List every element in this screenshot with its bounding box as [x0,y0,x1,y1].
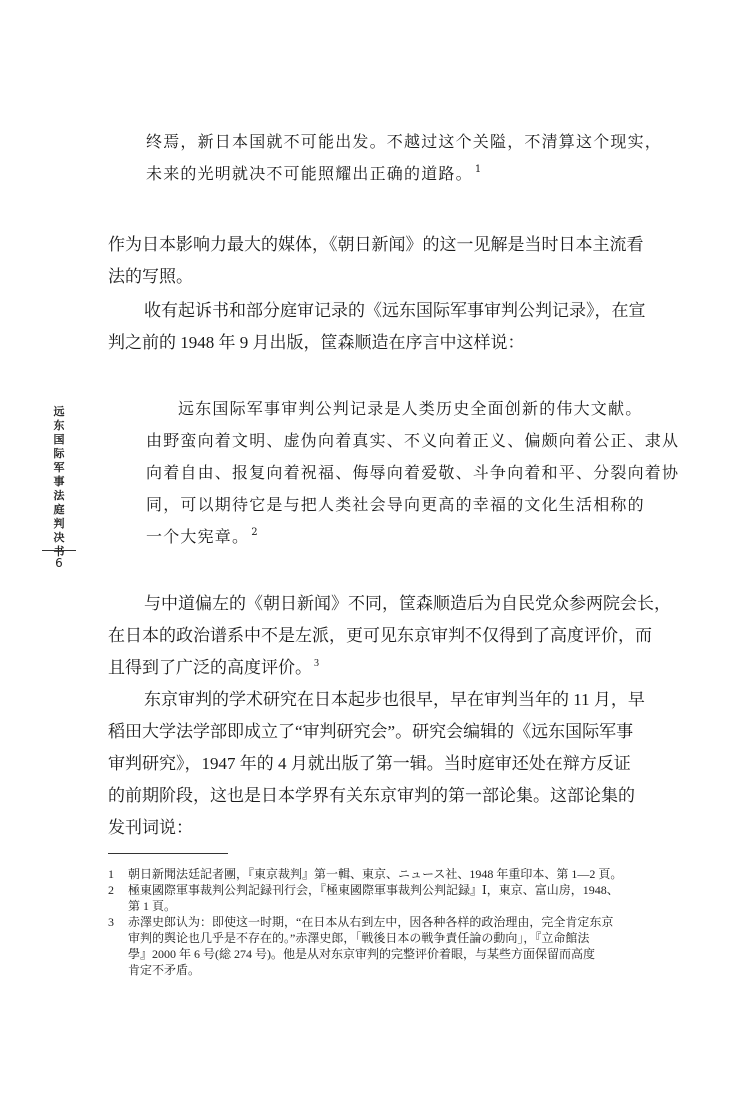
footnote-text: 审判的舆论也几乎是不存在的。”赤澤史郎，「戦後日本の戦争責任論の動向」，『立命館法 [128,931,590,945]
title-char: 决 [53,531,65,544]
footnote-text: 學』2000 年 6 号(総 274 号)。他是从对东京审判的完整评价着眼，与某些方面保留而高度 [128,947,595,961]
footnote-number: 2 [108,883,114,897]
text-line: 东京审判的学术研究在日本起步也很早，早在审判当年的 11 月，早 [144,690,645,709]
footnote-text: 赤澤史郎认为：即使这一时期，“在日本从右到左中，因各种各样的政治理由，完全肯定东京 [128,915,614,929]
title-char: 判 [53,517,65,530]
text-line: 向着自由、报复向着祝福、侮辱向着爱敬、斗争向着和平、分裂向着协 [146,463,680,482]
page-number-divider [42,550,76,551]
footnote-3 [108,914,644,978]
text-line: 发刊词说： [108,818,193,837]
title-char: 书 [53,545,65,558]
footnote-text: 第 1 頁。 [128,899,177,913]
text-line: 终焉，新日本国就不可能出发。不越过这个关隘，不清算这个现实， [146,132,663,151]
title-char: 军 [53,461,65,474]
footnote-number: 1 [108,867,114,881]
block-quote-preface [146,393,680,553]
text-line: 作为日本影响力最大的媒体，《朝日新闻》的这一见解是当时日本主流看 [108,235,644,254]
paragraph-sasamori [108,588,671,684]
paragraph-asahi-view [108,229,644,293]
footnote-text: 肯定不矛盾。 [128,963,201,977]
running-title-vertical [50,405,68,559]
text-line: 且得到了广泛的高度评价。 $^3$ [108,658,319,677]
text-line: 审判研究》，1947 年的 4 月就出版了第一辑。当时庭审还处在辩方反证 [108,754,631,773]
title-char: 庭 [53,503,65,516]
text-line: 与中道偏左的《朝日新闻》不同，筐森顺造后为自民党众参两院会长， [144,594,671,613]
text-line: 稻田大学法学部即成立了“审判研究会”。研究会编辑的《远东国际军事 [108,722,634,741]
text-line: 在日本的政治谱系中不是左派，更可见东京审判不仅得到了高度评价，而 [108,626,652,645]
text-line: 的前期阶段，这也是日本学界有关东京审判的第一部论集。这部论集的 [108,786,635,805]
text-line: 判之前的 1948 年 9 月出版，筐森顺造在序言中这样说： [108,333,525,352]
text-line: 由野蛮向着文明、虚伪向着真实、不义向着正义、偏颇向着公正、隶从 [146,431,680,450]
title-char: 东 [53,419,65,432]
title-char: 远 [53,405,65,418]
text-line: 收有起诉书和部分庭审记录的《远东国际军事审判公判记录》，在宣 [144,301,646,320]
block-quote-asahi [146,126,663,190]
footnote-ref[interactable]: 1 [474,164,483,175]
text-line: 远东国际军事审判公判记录是人类历史全面创新的伟大文献。 [178,399,643,418]
text-line: 一个大宪章。 $^2$ [146,527,259,546]
footnote-2 [108,882,644,914]
footnote-text: 極東國際軍事裁判公判記録刊行会，『極東國際軍事裁判公判記録』Ⅰ，東京、富山房，1948、 [128,883,619,897]
title-char: 法 [53,489,65,502]
text-line: 未来的光明就决不可能照耀出正确的道路。 $^1$ [146,164,483,183]
text-line: 法的写照。 [108,267,193,286]
title-char: 事 [53,475,65,488]
title-char: 际 [53,447,65,460]
text-line: 同，可以期待它是与把人类社会导向更高的幸福的文化生活相称的 [146,495,645,514]
footnote-ref[interactable]: 3 [314,658,319,669]
footnote-separator [108,853,228,854]
paragraph-public-record [108,295,644,359]
title-char: 国 [53,433,65,446]
footnote-text: 朝日新聞法廷記者團，『東京裁判』第一輯、東京、ニュース社、1948 年重印本、第 1—2 頁。 [128,867,623,881]
footnotes [108,866,644,978]
footnote-number: 3 [108,915,114,929]
footnote-ref[interactable]: 2 [251,527,259,538]
page-number: 6 [55,556,63,570]
paragraph-academic-research [108,684,644,844]
footnote-1 [108,866,644,882]
